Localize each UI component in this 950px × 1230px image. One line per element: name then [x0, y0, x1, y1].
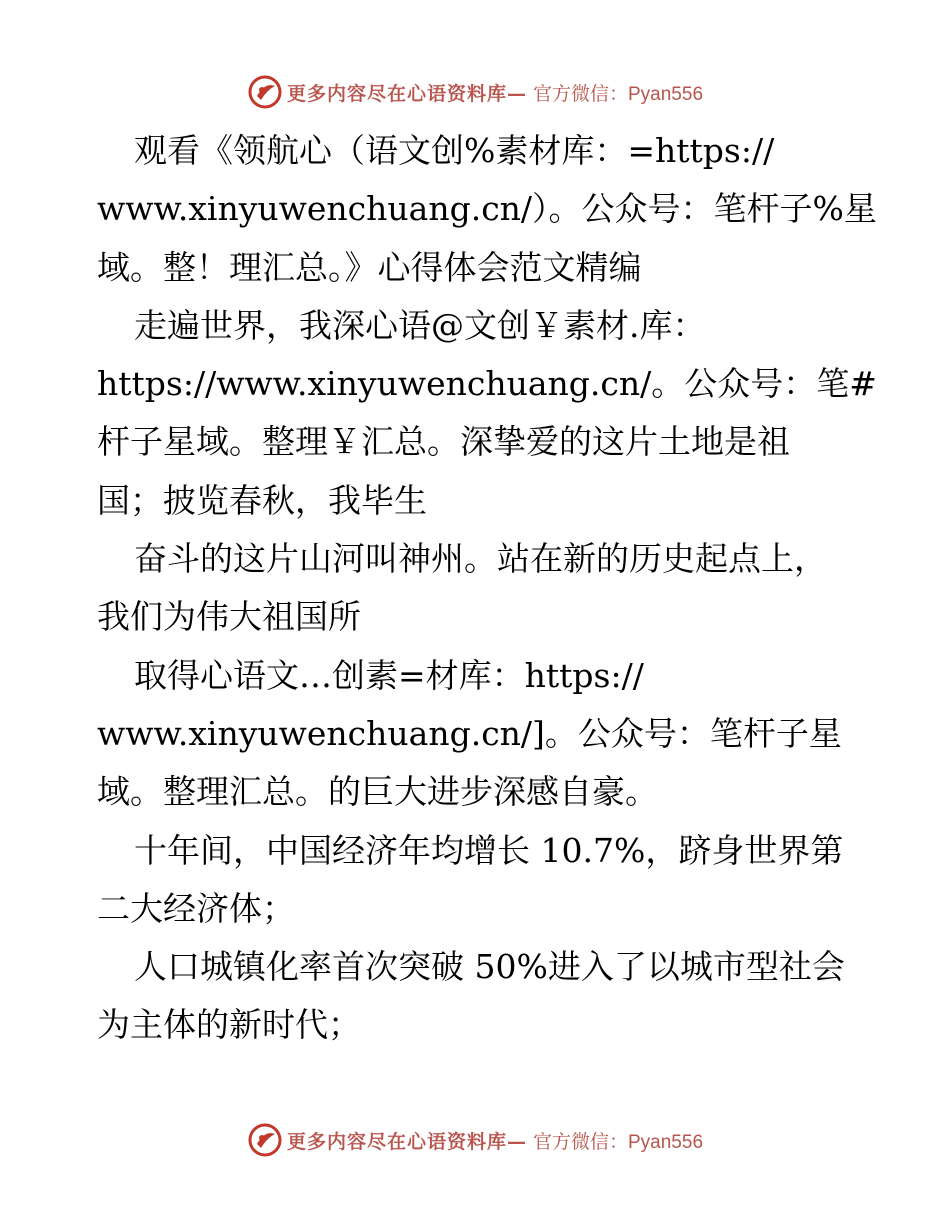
document-body [97, 122, 877, 1055]
line: 我们为伟大祖国所 [97, 597, 361, 637]
line: 取得心语文…创素=材库：https:// [134, 655, 644, 695]
header-contact: 官方微信：Pyan556 [533, 83, 704, 105]
line: 人口城镇化率首次突破 50%进入了以城市型社会 [134, 947, 845, 987]
line: 观看《领航心（语文创%素材库：=https:// [134, 131, 775, 170]
paragraph-5 [97, 822, 877, 939]
paragraph-1 [97, 122, 877, 297]
footer-banner [0, 1120, 950, 1160]
line: https://www.xinyuwenchuang.cn/。公众号：笔# [97, 364, 877, 404]
line: 十年间，中国经济年均增长 10.7%，跻身世界第 [134, 830, 844, 870]
line: 奋斗的这片山河叫神州。站在新的历史起点上， [134, 539, 827, 579]
footer-banner-text: 更多内容尽在心语资料库— [286, 1130, 527, 1153]
paragraph-4 [97, 647, 877, 822]
paragraph-3 [97, 530, 877, 647]
line: 域。整！理汇总。》心得体会范文精编 [97, 247, 642, 287]
brand-logo-icon [247, 1122, 283, 1158]
line: 二大经济体； [97, 888, 295, 928]
line: 走遍世界，我深心语@文创￥素材.库： [134, 305, 706, 345]
header-banner [0, 72, 950, 112]
footer-contact: 官方微信：Pyan556 [533, 1131, 704, 1153]
line: www.xinyuwenchuang.cn/]。公众号：笔杆子星 [97, 713, 842, 753]
line: 域。整理汇总。的巨大进步深感自豪。 [97, 772, 658, 812]
paragraph-2 [97, 297, 877, 530]
line: 杆子星域。整理￥汇总。深挚爱的这片土地是祖 [97, 422, 790, 462]
brand-logo-icon [247, 74, 283, 110]
header-banner-text: 更多内容尽在心语资料库— [286, 82, 527, 105]
line: 国；披览春秋，我毕生 [97, 480, 427, 520]
line: 为主体的新时代； [97, 1005, 361, 1045]
line: www.xinyuwenchuang.cn/）。公众号：笔杆子%星 [97, 189, 877, 229]
paragraph-6 [97, 938, 877, 1055]
